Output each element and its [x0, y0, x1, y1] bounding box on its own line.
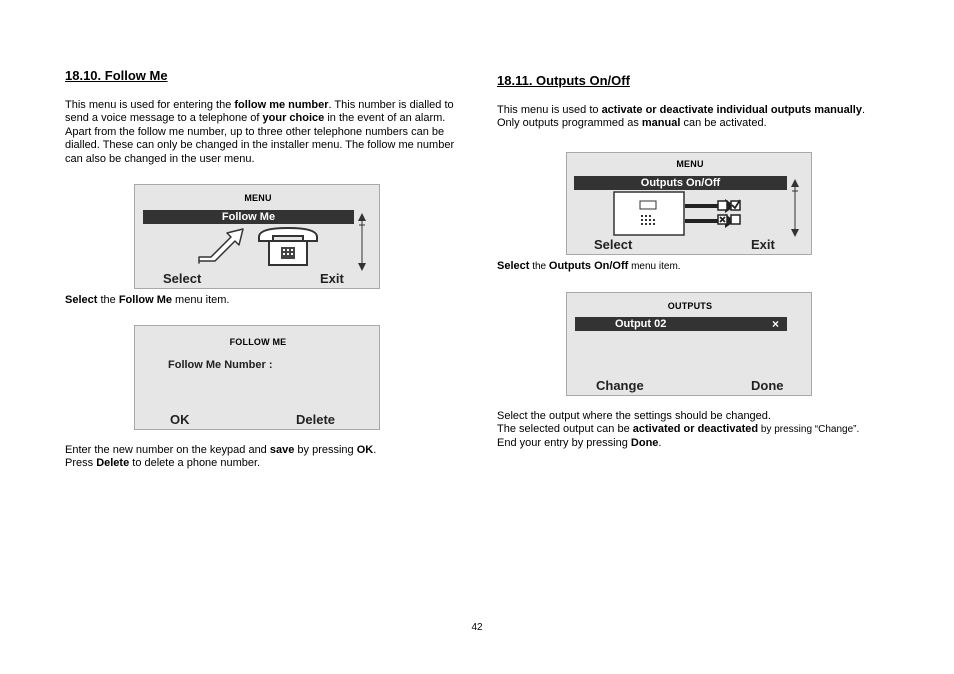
section-heading-outputs: 18.11. Outputs On/Off	[497, 73, 630, 88]
lcd-follow-me-entry	[134, 325, 380, 430]
lcd-title: OUTPUTS	[667, 301, 713, 311]
lcd-menu-outputs	[566, 152, 812, 255]
softkey-done: Done	[751, 378, 784, 393]
output-deactivated-mark: ×	[771, 317, 779, 331]
caption-select-outputs: Select the Outputs On/Off menu item.	[497, 260, 681, 272]
lcd-title: FOLLOW ME	[229, 337, 287, 347]
section-heading-follow-me: 18.10. Follow Me	[65, 68, 168, 83]
menu-selection-bar: Follow Me	[143, 210, 354, 224]
lcd-title: MENU	[244, 193, 272, 203]
arrow-icon	[197, 227, 247, 265]
softkey-change: Change	[596, 378, 644, 393]
output-selection-bar	[575, 317, 787, 331]
telephone-icon	[255, 225, 321, 267]
menu-selection-bar: Outputs On/Off	[574, 176, 787, 190]
softkey-ok: OK	[170, 412, 190, 427]
caption-select-follow-me: Select the Follow Me menu item.	[65, 294, 230, 306]
page-number: 42	[471, 622, 483, 633]
caption-change-output: Select the output where the settings should be changed. The selected output can be activated or deactivated by pressing “Change”. End your entry by pressing Done.	[497, 410, 860, 449]
softkey-delete: Delete	[296, 412, 336, 427]
softkey-select: Select	[594, 237, 633, 252]
lcd-title: MENU	[676, 159, 704, 169]
follow-me-number-label: Follow Me Number :	[168, 359, 273, 371]
softkey-exit: Exit	[320, 271, 344, 286]
lcd-outputs-list	[566, 292, 812, 396]
softkey-exit: Exit	[751, 237, 775, 252]
follow-me-intro: This menu is used for entering the follow me number. This number is dialled to send a voice message to a telephone of your choice in the event of an alarm. Apart from the follow me number, up to three other telephone numbers can be dialled. These can only be changed in the installer menu. The follow me number can also be changed in the user menu.	[65, 99, 455, 165]
scroll-arrow-icon	[790, 177, 800, 239]
lcd-menu-follow-me	[134, 184, 380, 289]
softkey-select: Select	[163, 271, 202, 286]
output-checkbox-icon	[717, 199, 743, 227]
scroll-arrow-icon	[357, 211, 367, 273]
caption-enter-number: Enter the new number on the keypad and save by pressing OK. Press Delete to delete a phone number.	[65, 444, 377, 470]
outputs-intro: This menu is used to activate or deactivate individual outputs manually. Only outputs programmed as manual can be activated.	[497, 104, 866, 130]
output-name: Output 02	[615, 318, 667, 330]
